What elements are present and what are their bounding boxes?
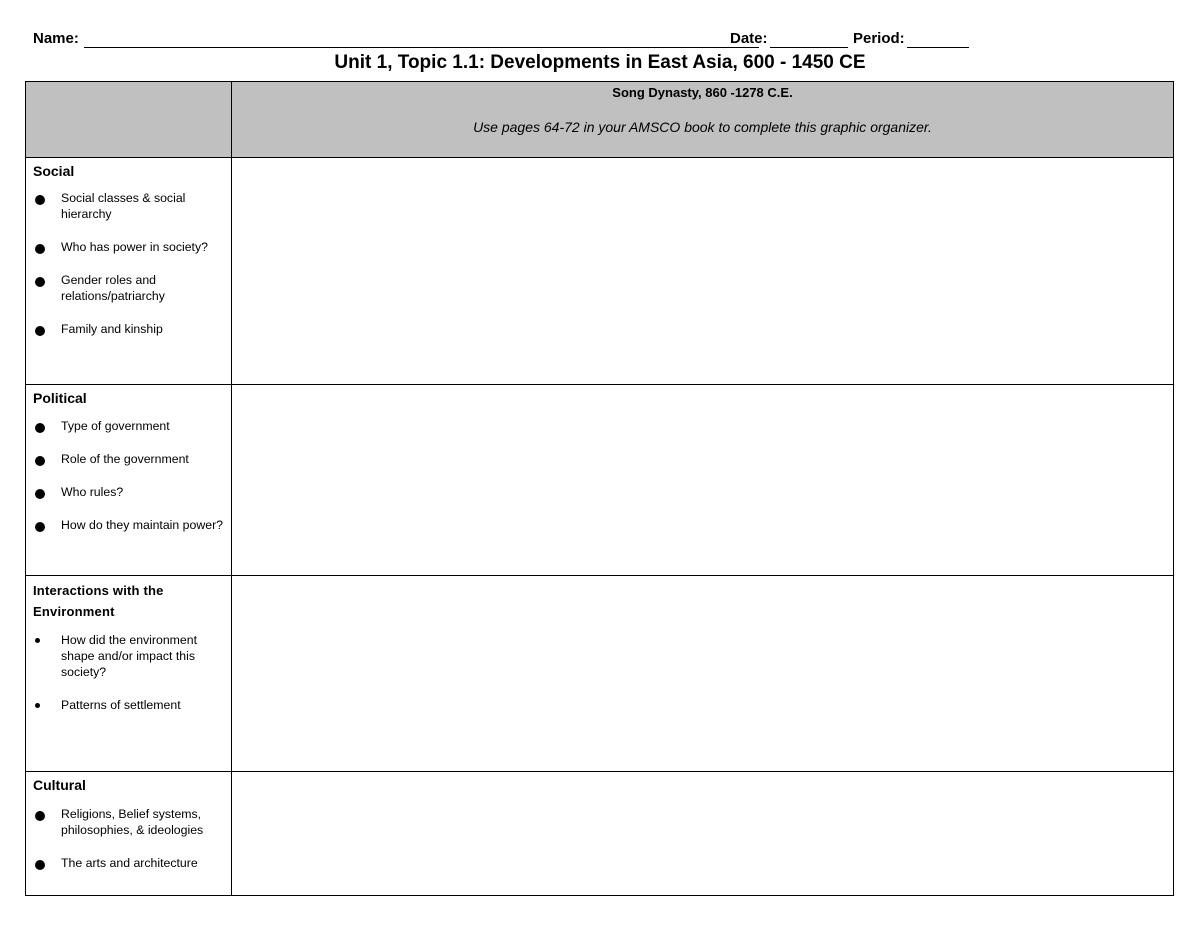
category-label-environment: Interactions with the Environment bbox=[33, 583, 164, 619]
category-cell-environment bbox=[26, 576, 232, 772]
dynasty-title: Song Dynasty, 860 -1278 C.E. bbox=[612, 85, 793, 100]
table-row-political bbox=[26, 385, 1174, 576]
name-label: Name: bbox=[33, 30, 79, 47]
graphic-organizer-table bbox=[25, 81, 1174, 896]
category-label-cultural: Cultural bbox=[33, 777, 86, 793]
date-label: Date: bbox=[730, 30, 768, 47]
header-line bbox=[33, 30, 1033, 52]
bullet-icon bbox=[35, 703, 40, 708]
bullet-icon bbox=[35, 195, 45, 205]
period-label: Period: bbox=[853, 30, 905, 47]
list-item: Family and kinship bbox=[26, 321, 225, 337]
category-cell-social bbox=[26, 158, 232, 385]
bullet-icon bbox=[35, 860, 45, 870]
list-item: Religions, Belief systems, philosophies, & ideologies bbox=[26, 806, 225, 838]
list-item: Role of the government bbox=[26, 451, 225, 467]
table-row-cultural bbox=[26, 772, 1174, 896]
date-blank-line[interactable] bbox=[770, 47, 848, 48]
list-item: Gender roles and relations/patriarchy bbox=[26, 272, 225, 304]
bullet-icon bbox=[35, 423, 45, 433]
bullet-list-political bbox=[26, 418, 231, 533]
answer-cell-social[interactable] bbox=[232, 158, 1174, 385]
list-item: Who has power in society? bbox=[26, 239, 225, 255]
list-item: Type of government bbox=[26, 418, 225, 434]
list-item: How do they maintain power? bbox=[26, 517, 225, 533]
list-item: Who rules? bbox=[26, 484, 225, 500]
bullet-icon bbox=[35, 326, 45, 336]
category-label-political: Political bbox=[33, 390, 87, 406]
period-blank-line[interactable] bbox=[907, 47, 969, 48]
table-header-row bbox=[26, 82, 1174, 158]
header-cell bbox=[232, 82, 1174, 158]
table-row-social bbox=[26, 158, 1174, 385]
bullet-list-environment bbox=[26, 632, 231, 713]
answer-cell-political[interactable] bbox=[232, 385, 1174, 576]
list-item: Patterns of settlement bbox=[26, 697, 225, 713]
bullet-icon bbox=[35, 277, 45, 287]
category-cell-political bbox=[26, 385, 232, 576]
page-title: Unit 1, Topic 1.1: Developments in East Asia, 600 - 1450 CE bbox=[334, 52, 866, 73]
bullet-icon bbox=[35, 811, 45, 821]
list-item: The arts and architecture bbox=[26, 855, 225, 871]
bullet-icon bbox=[35, 489, 45, 499]
instruction-text: Use pages 64-72 in your AMSCO book to complete this graphic organizer. bbox=[473, 119, 932, 135]
bullet-icon bbox=[35, 522, 45, 532]
category-label-social: Social bbox=[33, 163, 75, 179]
table-row-environment bbox=[26, 576, 1174, 772]
list-item: How did the environment shape and/or impact this society? bbox=[26, 632, 225, 680]
bullet-icon bbox=[35, 638, 40, 643]
answer-cell-cultural[interactable] bbox=[232, 772, 1174, 896]
name-blank-line[interactable] bbox=[84, 47, 759, 48]
header-blank-cell bbox=[26, 82, 232, 158]
bullet-icon bbox=[35, 244, 45, 254]
bullet-icon bbox=[35, 456, 45, 466]
bullet-list-cultural bbox=[26, 806, 231, 871]
list-item: Social classes & social hierarchy bbox=[26, 190, 225, 222]
bullet-list-social bbox=[26, 190, 231, 337]
answer-cell-environment[interactable] bbox=[232, 576, 1174, 772]
category-cell-cultural bbox=[26, 772, 232, 896]
